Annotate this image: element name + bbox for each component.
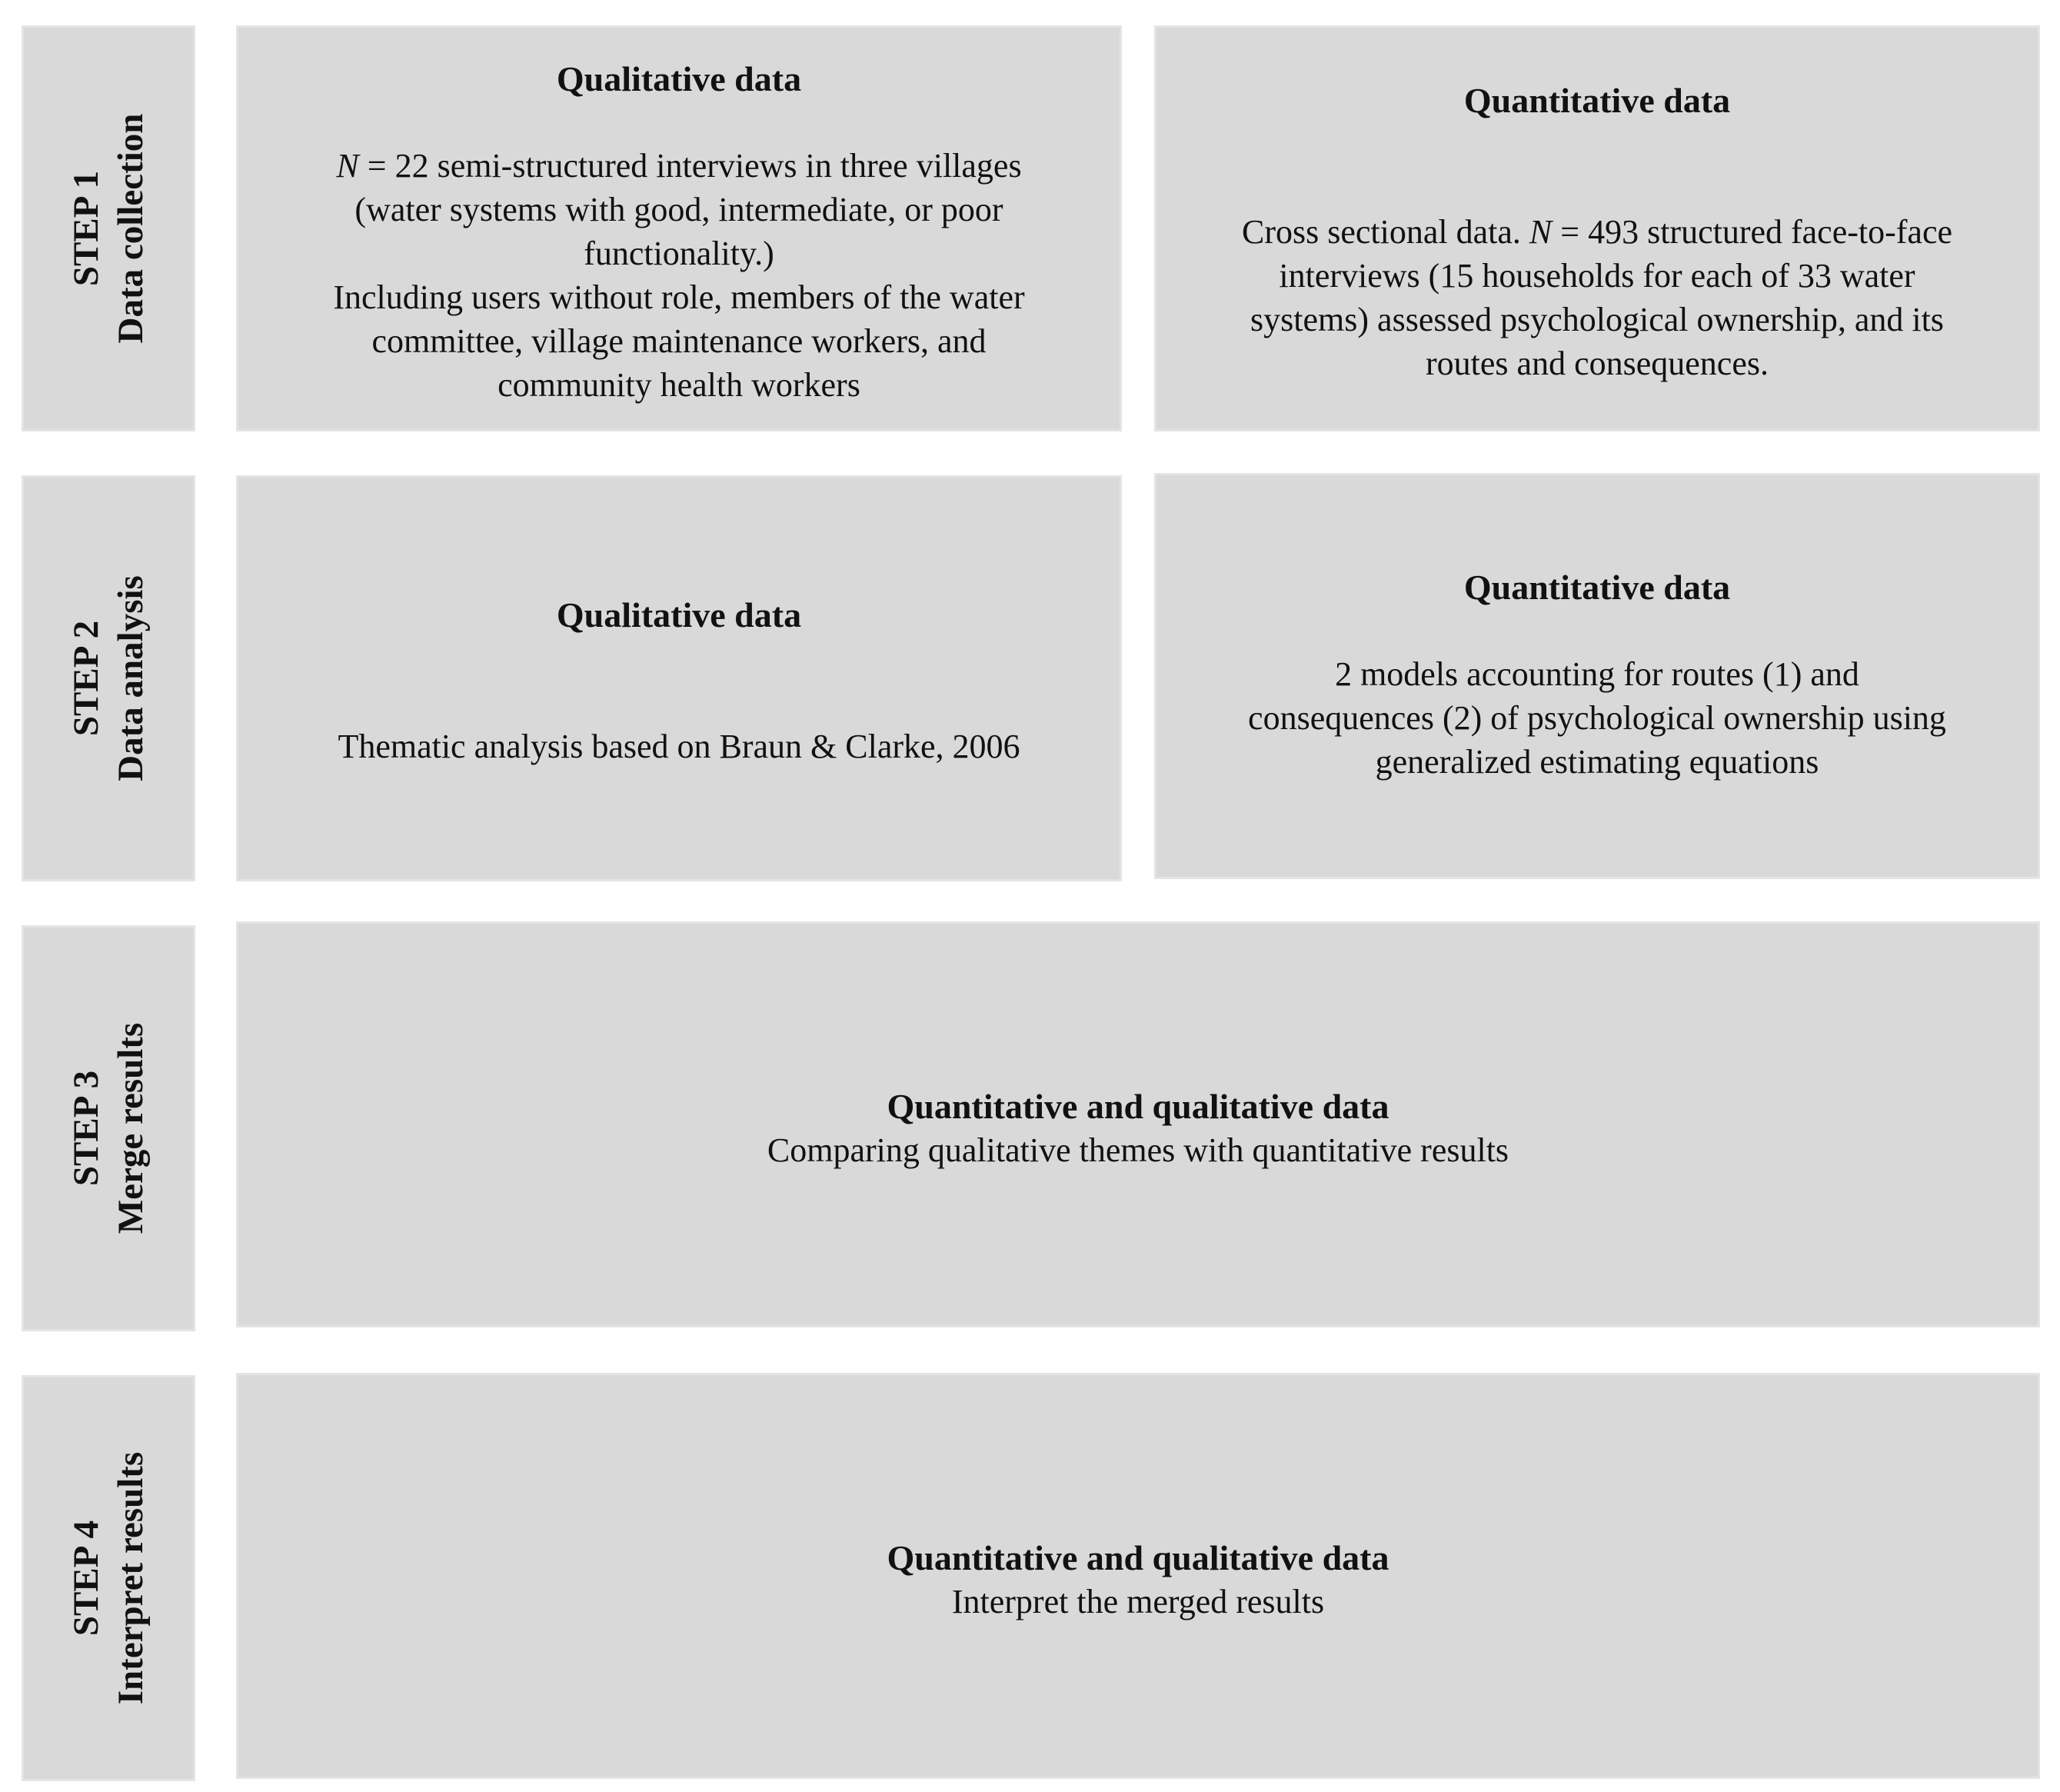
step4-text: Interpret the merged results xyxy=(951,1583,1325,1620)
step2-name: Data analysis xyxy=(111,575,151,781)
step2-number: STEP 2 xyxy=(66,620,106,737)
step1-qualitative-text: N = 22 semi-structured interviews in three villages (water systems with good, intermediate, or poor functionality.) Including users without role, members of the water committee, village maintenance workers, and community health workers xyxy=(333,147,1025,404)
step1-quantitative-box xyxy=(1154,25,2040,431)
step4-heading: Quantitative and qualitative data xyxy=(887,1538,1389,1577)
step1-qualitative-heading: Qualitative data xyxy=(556,59,802,98)
step2-quantitative-box xyxy=(1154,473,2040,879)
step3-label xyxy=(64,1023,153,1234)
n-symbol: N xyxy=(1529,213,1552,251)
step3-number: STEP 3 xyxy=(66,1070,106,1187)
step1-label-box xyxy=(22,25,195,431)
step2-quantitative-heading: Quantitative data xyxy=(1463,568,1731,607)
step2-label xyxy=(64,575,153,781)
n-symbol: N xyxy=(336,147,359,185)
step3-label-box xyxy=(22,925,195,1331)
step4-number: STEP 4 xyxy=(66,1520,106,1637)
step3-name: Merge results xyxy=(111,1022,151,1234)
step1-quantitative-text: Cross sectional data. N = 493 structured face-to-face interviews (15 households for each of 33 water systems) assessed psychological ownership, and its routes and consequences. xyxy=(1241,213,1953,382)
step2-quantitative-text: 2 models accounting for routes (1) and consequences (2) of psychological ownership using generalized estimating equations xyxy=(1248,655,1946,781)
step1-label xyxy=(64,114,153,344)
step2-qualitative-heading: Qualitative data xyxy=(556,595,802,635)
step4-interpret-box xyxy=(236,1373,2040,1779)
step4-label-box xyxy=(22,1375,195,1781)
step2-label-box xyxy=(22,475,195,881)
step2-qualitative-text: Thematic analysis based on Braun & Clarke, 2006 xyxy=(338,728,1020,765)
step4-label xyxy=(64,1452,153,1705)
step3-heading: Quantitative and qualitative data xyxy=(887,1087,1389,1126)
step1-qualitative-box xyxy=(236,25,1122,431)
step4-name: Interpret results xyxy=(111,1451,151,1705)
step1-quantitative-heading: Quantitative data xyxy=(1463,81,1731,120)
step3-text: Comparing qualitative themes with quantitative results xyxy=(767,1131,1509,1169)
step3-merge-box xyxy=(236,921,2040,1327)
step1-name: Data collection xyxy=(111,113,151,344)
step1-number: STEP 1 xyxy=(66,170,106,287)
step2-qualitative-box xyxy=(236,475,1122,881)
